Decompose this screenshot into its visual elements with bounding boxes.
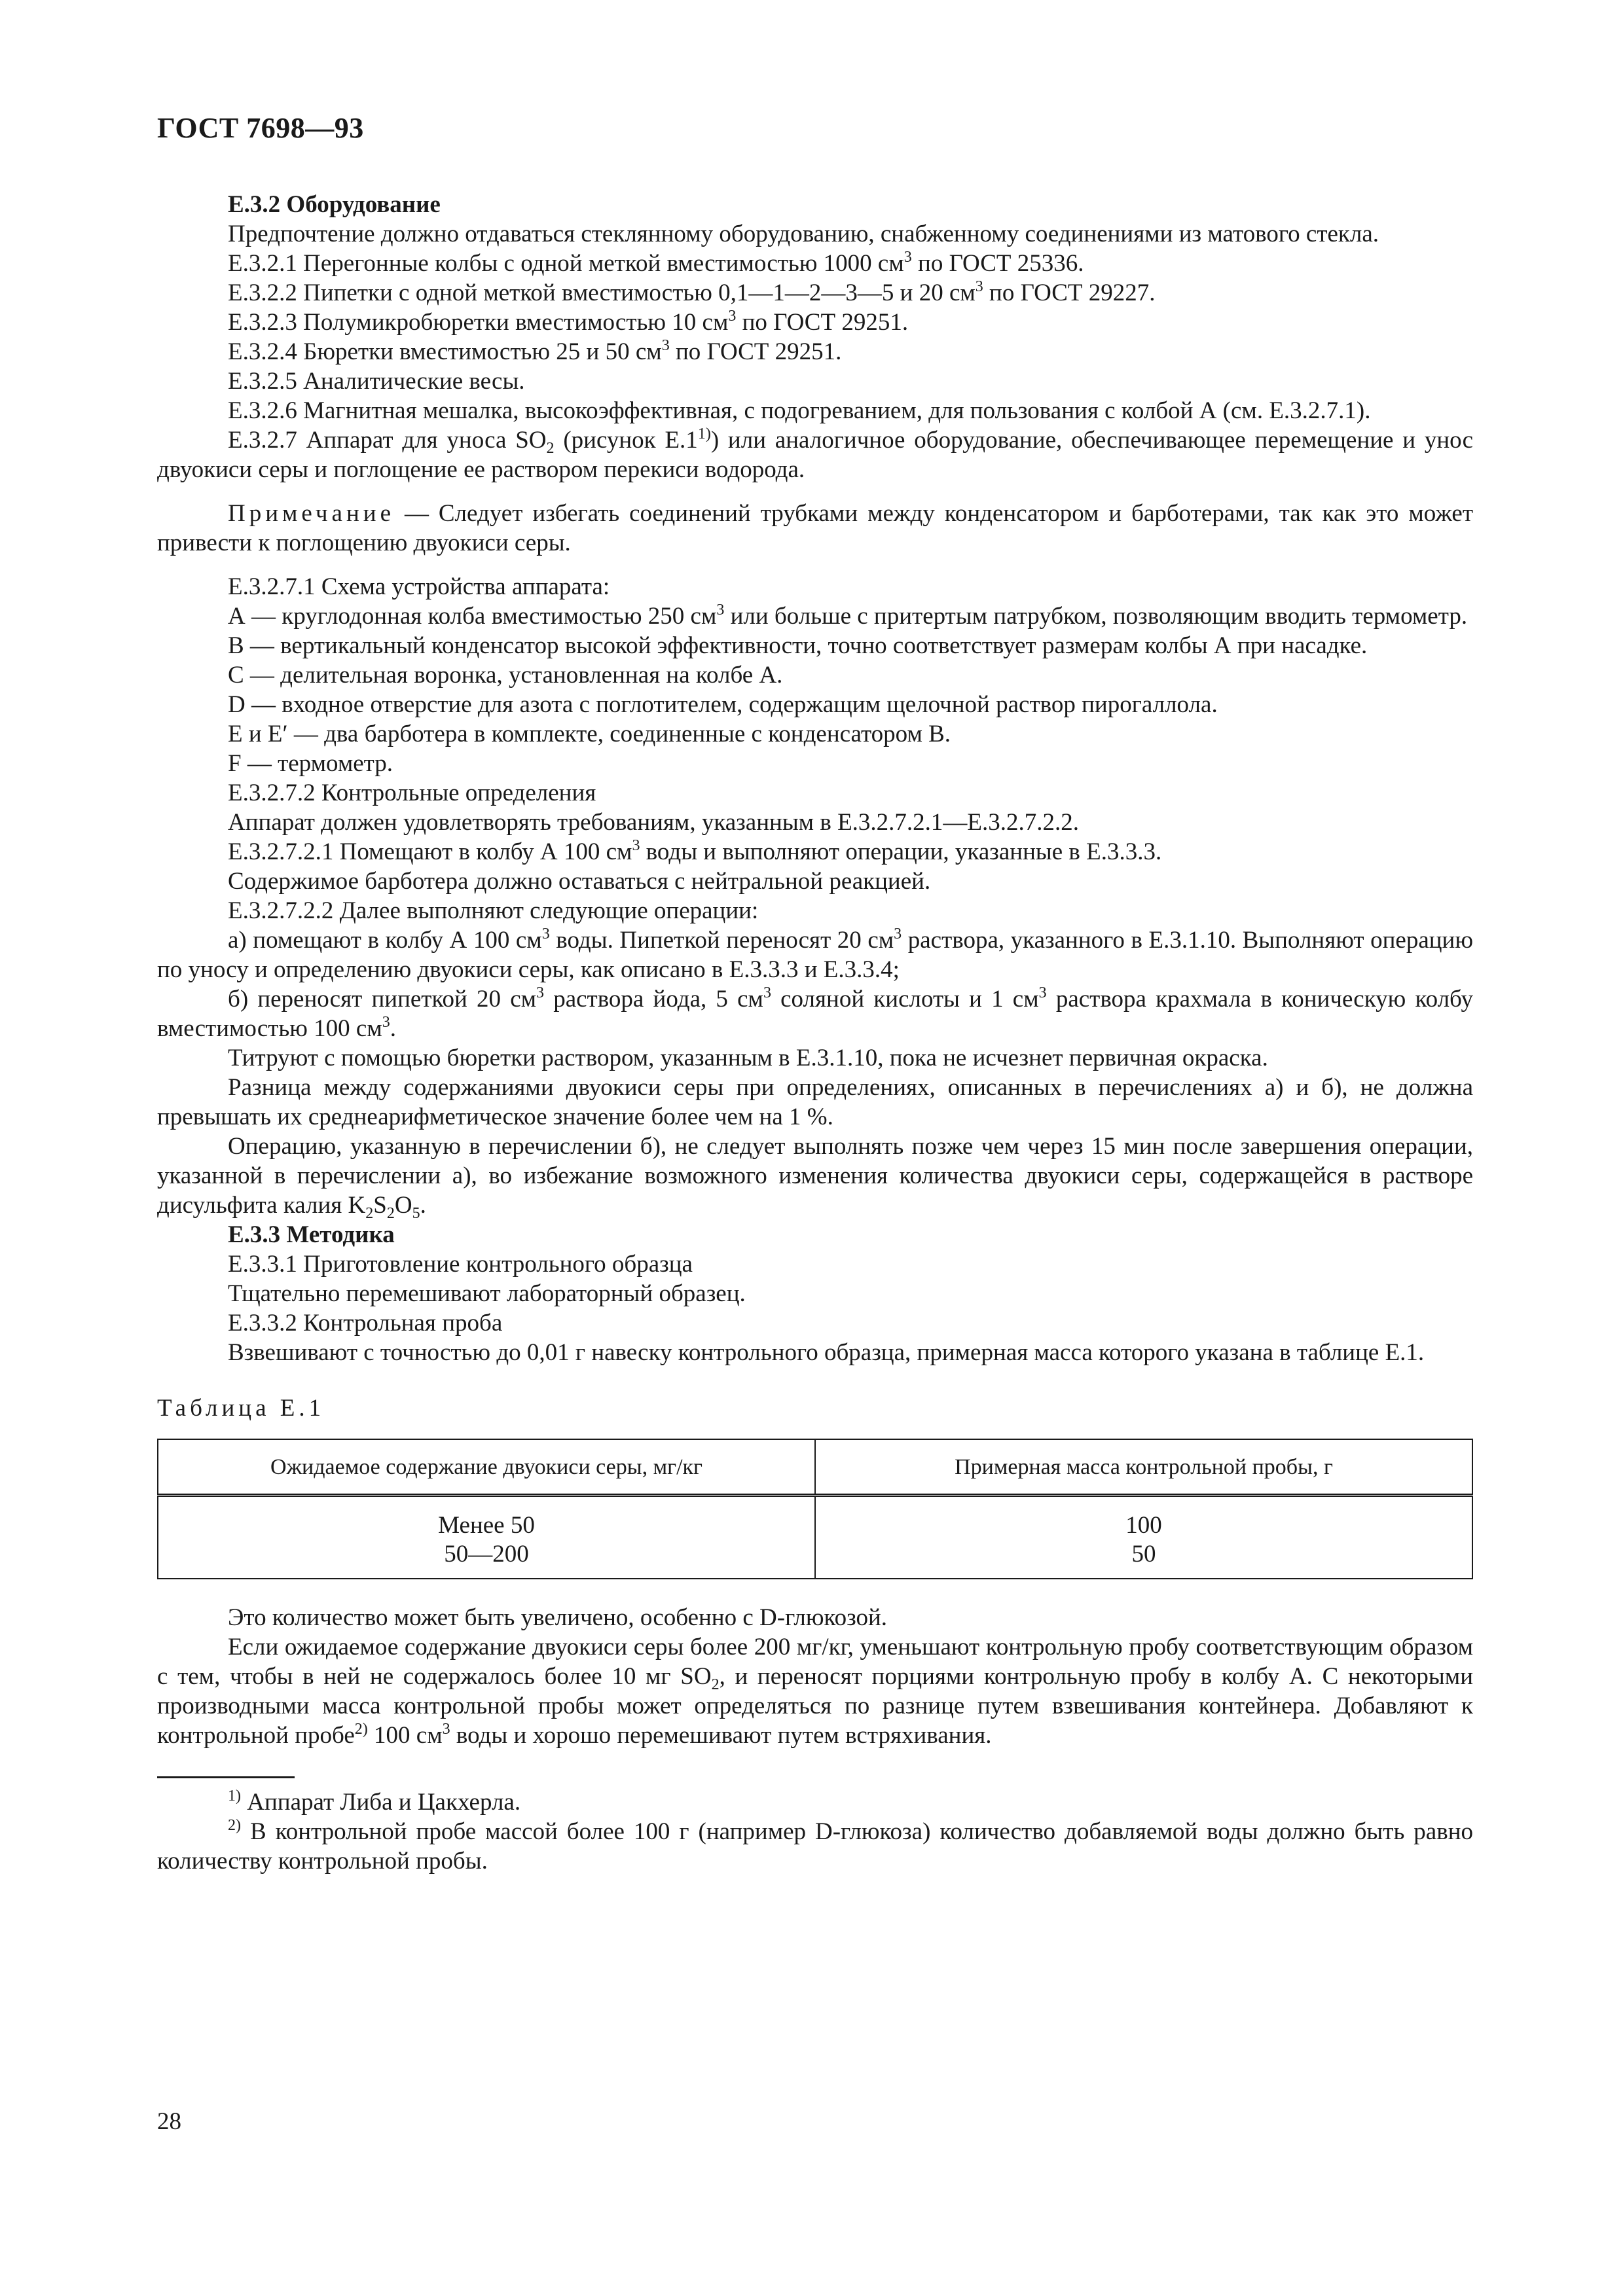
paragraph: Предпочтение должно отдаваться стеклянному оборудованию, снабженному соединениями из матового стекла. — [228, 221, 1379, 247]
page-number: 28 — [157, 2108, 181, 2135]
paragraph: Если ожидаемое содержание двуокиси серы более 200 мг/кг, уменьшают контрольную пробу соответствующим образом с тем, чтобы в ней не содержалось более 10 мг $SO_2$, и переносят порциями контрольную пробу в колбу А. С некоторыми производными масса контрольной пробы может определяться по разнице путем взвешивания контейнера. Добавляют к контрольной пробе$^{2)}$ 100 $см^3$ воды и хорошо перемешивают путем встряхивания. — [157, 1634, 1473, 1749]
footnote: $^{1)}$ Аппарат Либа и Цакхерла. — [228, 1787, 521, 1816]
paragraph: Е.3.2.7.2.2 Далее выполняют следующие операции: — [228, 897, 759, 924]
list-item: Е и Е′ — два барботера в комплекте, соединенные с конденсатором В. — [228, 721, 951, 747]
list-item: Е.3.2.1 Перегонные колбы с одной меткой вместимостью 1000 $см^3$ по ГОСТ 25336. — [228, 249, 1084, 277]
paragraph: Содержимое барботера должно оставаться с нейтральной реакцией. — [228, 868, 931, 895]
paragraph: Титруют с помощью бюретки раствором, указанным в Е.3.1.10, пока не исчезнет первичная окраска. — [228, 1045, 1268, 1071]
paragraph: Тщательно перемешивают лабораторный образец. — [228, 1280, 746, 1307]
list-item: С — делительная воронка, установленная на колбе А. — [228, 662, 783, 689]
paragraph: Разница между содержаниями двуокиси серы при определениях, описанных в перечислениях а) и б), не должна превышать их среднеарифметическое значение более чем на 1 %. — [157, 1074, 1473, 1130]
table-cell — [815, 1496, 1472, 1579]
table-cell — [158, 1496, 815, 1579]
paragraph: Это количество может быть увеличено, особенно с D-глюкозой. — [228, 1604, 888, 1631]
cell-value: 50—200 — [444, 1541, 529, 1568]
list-item: Е.3.2.3 Полумикробюретки вместимостью 10 $см^3$ по ГОСТ 29251. — [228, 308, 909, 336]
table-header-cell: Примерная масса контрольной пробы, г — [815, 1439, 1472, 1496]
list-item: Е.3.3.1 Приготовление контрольного образца — [228, 1251, 693, 1278]
list-item: Е.3.2.7.2 Контрольные определения — [228, 780, 596, 806]
paragraph: Взвешивают с точностью до 0,01 г навеску контрольного образца, примерная масса которого указана в таблице Е.1. — [228, 1339, 1425, 1366]
table-e1 — [157, 1439, 1473, 1579]
list-item: Е.3.3.2 Контрольная проба — [228, 1310, 503, 1336]
cell-value: 50 — [1131, 1541, 1156, 1568]
list-item: Е.3.2.2 Пипетки с одной меткой вместимостью 0,1—1—2—3—5 и 20 $см^3$ по ГОСТ 29227. — [228, 278, 1156, 306]
footnote-divider — [157, 1776, 295, 1778]
list-item: Е.3.2.4 Бюретки вместимостью 25 и 50 $см^3$ по ГОСТ 29251. — [228, 337, 842, 365]
list-item: Е.3.2.7 Аппарат для уноса $SO_2$ (рисунок Е.1$^{1)}$) или аналогичное оборудование, обеспечивающее перемещение и унос двуокиси серы и поглощение ее раствором перекиси водорода. — [157, 425, 1474, 483]
cell-value: 100 — [1125, 1512, 1162, 1539]
table-caption: Таблица Е.1 — [157, 1395, 325, 1422]
list-item: Е.3.2.7.1 Схема устройства аппарата: — [228, 573, 610, 600]
footnote: $^{2)}$ В контрольной пробе массой более 100 г (например D-глюкоза) количество добавляемой воды должно быть равно количеству контрольной пробы. — [157, 1817, 1473, 1874]
paragraph: Аппарат должен удовлетворять требованиям, указанным в Е.3.2.7.2.1—Е.3.2.7.2.2. — [228, 809, 1080, 836]
list-item: Е.3.2.5 Аналитические весы. — [228, 368, 525, 395]
table-header-cell: Ожидаемое содержание двуокиси серы, мг/кг — [158, 1439, 815, 1496]
list-item: F — термометр. — [228, 750, 393, 777]
paragraph: Е.3.2.7.2.1 Помещают в колбу А 100 $см^3$ воды и выполняют операции, указанные в Е.3.3.3. — [228, 837, 1162, 865]
table-row — [158, 1496, 1472, 1579]
list-item: а) помещают в колбу А 100 $см^3$ воды. Пипеткой переносят 20 $см^3$ раствора, указанного в Е.3.1.10. Выполняют операцию по уносу и определению двуокиси серы, как описано в Е.3.3.3 и Е.3.3.4; — [157, 925, 1474, 983]
table-header-row — [158, 1439, 1472, 1496]
list-item: В — вертикальный конденсатор высокой эффективности, точно соответствует размерам колбы А при насадке. — [228, 632, 1368, 659]
list-item: б) переносят пипеткой 20 $см^3$ раствора йода, 5 $см^3$ соляной кислоты и 1 $см^3$ раствора крахмала в коническую колбу вместимостью 100 $см^3$. — [157, 984, 1473, 1042]
section-heading-e32: Е.3.2 Оборудование — [228, 191, 441, 218]
page-body — [157, 190, 1473, 1876]
paragraph: Операцию, указанную в перечислении б), не следует выполнять позже чем через 15 мин после завершения операции, указанной в перечислении а), во избежание возможного изменения количества двуокиси серы, содержащейся в растворе дисульфита калия $K_2S_2O_5$. — [157, 1133, 1473, 1222]
document-header: ГОСТ 7698—93 — [157, 112, 364, 144]
cell-value: Менее 50 — [438, 1512, 535, 1539]
note: Примечание — Следует избегать соединений трубками между конденсатором и барботерами, так как это может привести к поглощению двуокиси серы. — [157, 500, 1473, 556]
list-item: D — входное отверстие для азота с поглотителем, содержащим щелочной раствор пирогаллола. — [228, 691, 1218, 718]
section-heading-e33: Е.3.3 Методика — [228, 1221, 395, 1248]
list-item: Е.3.2.6 Магнитная мешалка, высокоэффективная, с подогреванием, для пользования с колбой А (см. Е.3.2.7.1). — [228, 397, 1371, 424]
list-item: А — круглодонная колба вместимостью 250 $см^3$ или больше с притертым патрубком, позволяющим вводить термометр. — [228, 601, 1468, 630]
